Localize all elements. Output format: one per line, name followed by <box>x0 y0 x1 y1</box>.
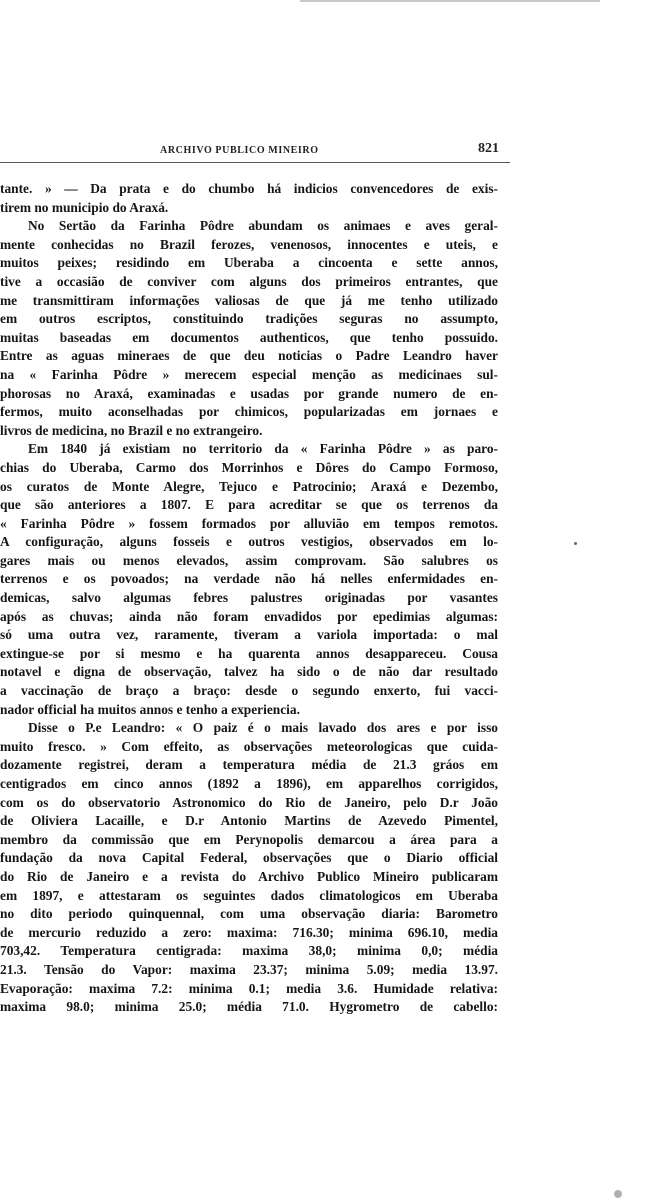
text-line: demicas, salvo algumas febres palustres originadas por vasantes <box>0 590 498 606</box>
text-line: livros de medicina, no Brazil e no extrangeiro. <box>0 422 263 438</box>
text-line: dozamente registrei, deram a temperatura média de 21.3 gráos em <box>0 757 498 773</box>
text-line: após as chuvas; ainda não foram envadidos por epedimias algumas: <box>0 608 498 624</box>
text-line: muitos peixes; residindo em Uberaba a cincoenta e sette annos, <box>0 255 498 271</box>
margin-speck <box>574 542 577 545</box>
text-line: Evaporação: maxima 7.2: minima 0.1; media 3.6. Humidade relativa: <box>0 980 498 996</box>
text-line: em 1897, e attestaram os seguintes dados climatologicos em Uberaba <box>0 887 498 903</box>
text-line: no dito periodo quinquennal, com uma observação diaria: Barometro <box>0 906 498 922</box>
body-text <box>0 180 498 1017</box>
page-header <box>0 141 520 163</box>
text-line: que são anteriores a 1807. E para acreditar se que os terrenos da <box>0 497 498 513</box>
text-line: A configuração, alguns fosseis e outros vestigios, observados em lo- <box>0 534 498 550</box>
text-line: só uma outra vez, raramente, tiveram a variola importada: o mal <box>0 627 498 643</box>
text-line: notavel e digna de observação, talvez ha sido o de não dar resultado <box>0 664 498 680</box>
text-line: a vaccinação de braço a braço: desde o segundo enxerto, fui vacci- <box>0 683 498 699</box>
text-line: Em 1840 já existiam no territorio da « Farinha Pôdre » as paro- <box>28 441 498 457</box>
text-line: fermos, muito aconselhadas por chimicos, popularizadas em jornaes e <box>0 404 498 420</box>
text-line: 21.3. Tensão do Vapor: maxima 23.37; minima 5.09; media 13.97. <box>0 961 498 977</box>
scan-speck <box>614 1190 622 1198</box>
text-line: mente conhecidas no Brazil ferozes, venenosos, innocentes e uteis, e <box>0 236 498 252</box>
text-line: chias do Uberaba, Carmo dos Morrinhos e Dôres do Campo Formoso, <box>0 459 498 475</box>
text-line: em outros escriptos, constituindo tradições seguras no assumpto, <box>0 311 498 327</box>
text-line: muitas baseadas em documentos authenticos, que tenho possuido. <box>0 329 498 345</box>
text-line: de Oliviera Lacaille, e D.r Antonio Martins de Azevedo Pimentel, <box>0 813 498 829</box>
text-line: de mercurio reduzido a zero: maxima: 716.30; minima 696.10, media <box>0 924 498 940</box>
text-line: extingue-se por si mesmo e ha quarenta annos desappareceu. Cousa <box>0 645 498 661</box>
text-line: phorosas no Araxá, examinadas e usadas por grande numero de en- <box>0 385 498 401</box>
text-line: nador official ha muitos annos e tenho a experiencia. <box>0 701 300 717</box>
text-line: membro da commissão que em Perynopolis demarcou a área para a <box>0 831 498 847</box>
text-line: gares mais ou menos elevados, assim comprovam. São salubres os <box>0 552 498 568</box>
text-line: com os do observatorio Astronomico do Rio de Janeiro, pelo D.r João <box>0 794 498 810</box>
text-line: tante. » — Da prata e do chumbo há indicios convencedores de exis- <box>0 181 498 196</box>
text-line: Entre as aguas mineraes de que deu noticias o Padre Leandro haver <box>0 348 498 364</box>
text-line: na « Farinha Pôdre » merecem especial menção as medicinaes sul- <box>0 366 498 382</box>
running-head: ARCHIVO PUBLICO MINEIRO <box>160 145 319 156</box>
text-line: tive a occasião de conviver com alguns dos primeiros entrantes, que <box>0 273 498 289</box>
text-line: do Rio de Janeiro e a revista do Archivo Publico Mineiro publicaram <box>0 868 498 884</box>
text-line: maxima 98.0; minima 25.0; média 71.0. Hygrometro de cabello: <box>0 999 498 1015</box>
text-line: os curatos de Monte Alegre, Tejuco e Patrocinio; Araxá e Dezembo, <box>0 478 498 494</box>
text-line: tirem no municipio do Araxá. <box>0 199 169 215</box>
text-line: Disse o P.e Leandro: « O paiz é o mais lavado dos ares e por isso <box>28 720 498 736</box>
header-rule <box>0 162 510 163</box>
text-line: terrenos e os povoados; na verdade não há nelles enfermidades en- <box>0 571 498 587</box>
text-line: « Farinha Pôdre » fossem formados por alluvião em tempos remotos. <box>0 515 498 531</box>
text-line: 703,42. Temperatura centigrada: maxima 38,0; minima 0,0; média <box>0 943 498 959</box>
text-line: muito fresco. » Com effeito, as observações meteorologicas que cuida- <box>0 738 498 754</box>
text-line: No Sertão da Farinha Pôdre abundam os animaes e aves geral- <box>28 218 498 234</box>
text-line: centigrados em cinco annos (1892 a 1896), em apparelhos corrigidos, <box>0 776 498 791</box>
top-edge-rule <box>300 0 600 2</box>
text-line: me transmittiram informações valiosas de que já me tenho utilizado <box>0 292 498 308</box>
page-number: 821 <box>478 141 499 156</box>
text-line: fundação da nova Capital Federal, observações que o Diario official <box>0 850 498 866</box>
